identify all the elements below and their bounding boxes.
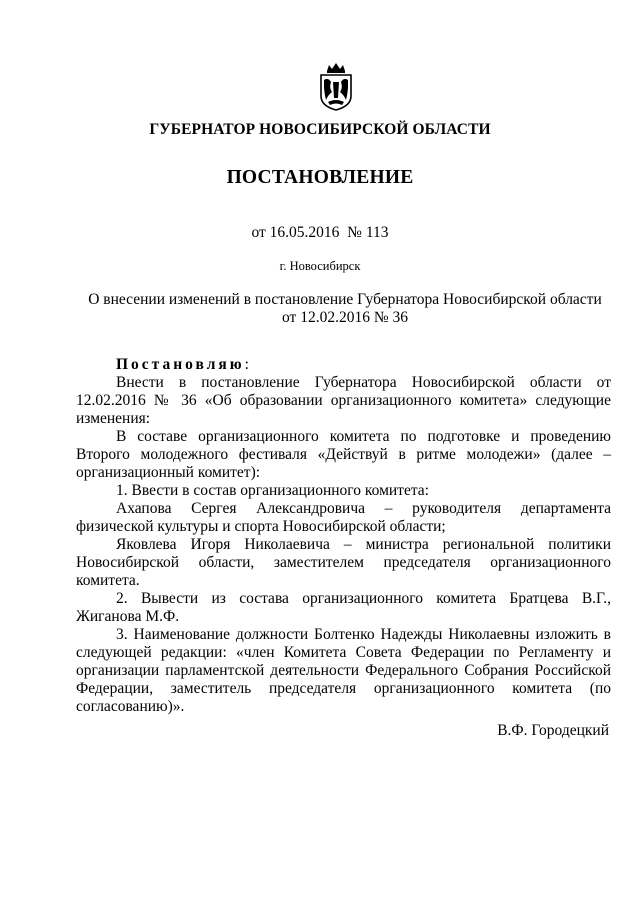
coat-of-arms-icon [318,62,354,112]
document-type-heading: ПОСТАНОВЛЕНИЕ [226,167,414,188]
resolution-intro [76,356,611,374]
document-title-line: от 12.02.2016 № 36 [282,309,408,326]
document-title [80,291,610,327]
document-body [76,356,611,716]
resolution-keyword: Постановляю [116,356,245,373]
body-paragraph: Внести в постановление Губернатора Новосибирской области от 12.02.2016 № 36 «Об образовании организационного комитета» следующие изменения: [76,374,611,427]
body-paragraph: Яковлева Игоря Николаевича – министра региональной политики Новосибирской области, заместителем председателя организационного комитета. [76,536,611,589]
body-paragraph: 2. Вывести из состава организационного комитета Братцева В.Г., Жиганова М.Ф. [76,590,611,625]
body-paragraph: В составе организационного комитета по подготовке и проведению Второго молодежного фестиваля «Действуй в ритме молодежи» (далее – организационный комитет): [76,428,611,481]
document-title-line: О внесении изменений в постановление Губернатора Новосибирской области [88,291,602,308]
resolution-colon: : [244,356,249,373]
document-city: г. Новосибирск [279,259,361,273]
document-date-number: от 16.05.2016 № 113 [251,224,389,241]
authority-heading: ГУБЕРНАТОР НОВОСИБИРСКОЙ ОБЛАСТИ [149,121,491,138]
signature-name: В.Ф. Городецкий [497,722,609,739]
body-paragraph: 3. Наименование должности Болтенко Надежды Николаевны изложить в следующей редакции: «член Комитета Совета Федерации по Регламенту и организации парламентской деятельности Федерального Собрания Российской Федерации, заместитель председателя организационного комитета (по согласованию)». [76,626,611,715]
body-paragraph: Ахапова Сергея Александровича – руководителя департамента физической культуры и спорта Новосибирской области; [76,500,611,535]
body-paragraph: 1. Ввести в состав организационного комитета: [116,482,429,499]
